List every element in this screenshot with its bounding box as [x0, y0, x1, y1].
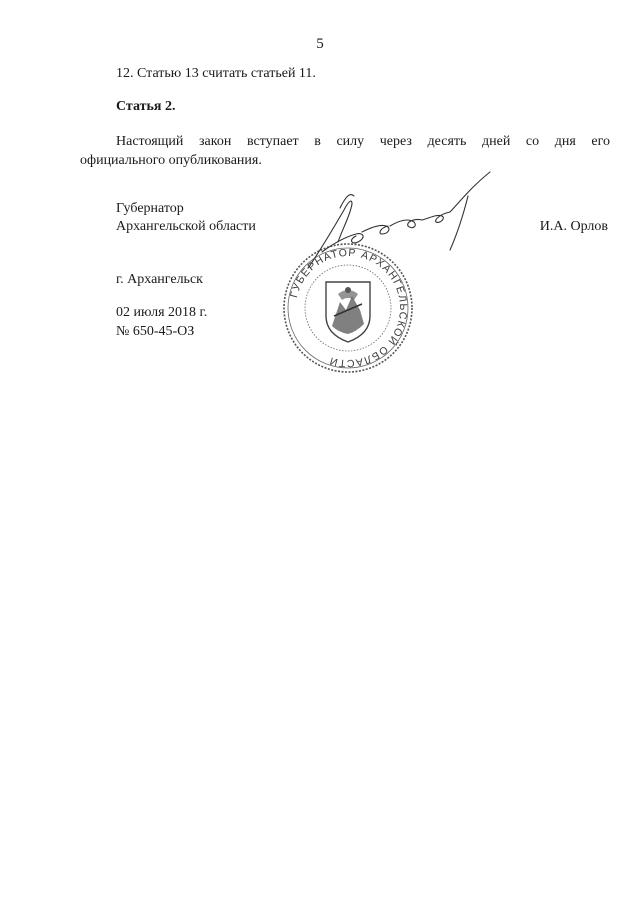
signatory-name: И.А. Орлов — [539, 219, 608, 234]
page-number: 5 — [316, 36, 324, 52]
city-line: г. Архангельск — [116, 272, 203, 287]
signatory-region: Архангельской области — [116, 219, 256, 234]
date-line: 02 июля 2018 г. — [116, 305, 208, 320]
paragraph-line-1: Настоящий закон вступает в силу через десять дней со дня его — [116, 134, 610, 149]
handwritten-signature-icon — [300, 168, 510, 278]
article-heading: Статья 2. — [116, 99, 176, 114]
law-number: № 650-45-ОЗ — [116, 324, 195, 339]
paragraph-line-2: официального опубликования. — [80, 153, 262, 168]
signatory-title: Губернатор — [116, 201, 184, 216]
seal-ring-text: ГУБЕРНАТОР АРХАНГЕЛЬСКОЙ ОБЛАСТИ — [288, 246, 410, 370]
article-paragraph — [80, 132, 610, 170]
amendment-item: 12. Статью 13 считать статьей 11. — [116, 66, 316, 81]
